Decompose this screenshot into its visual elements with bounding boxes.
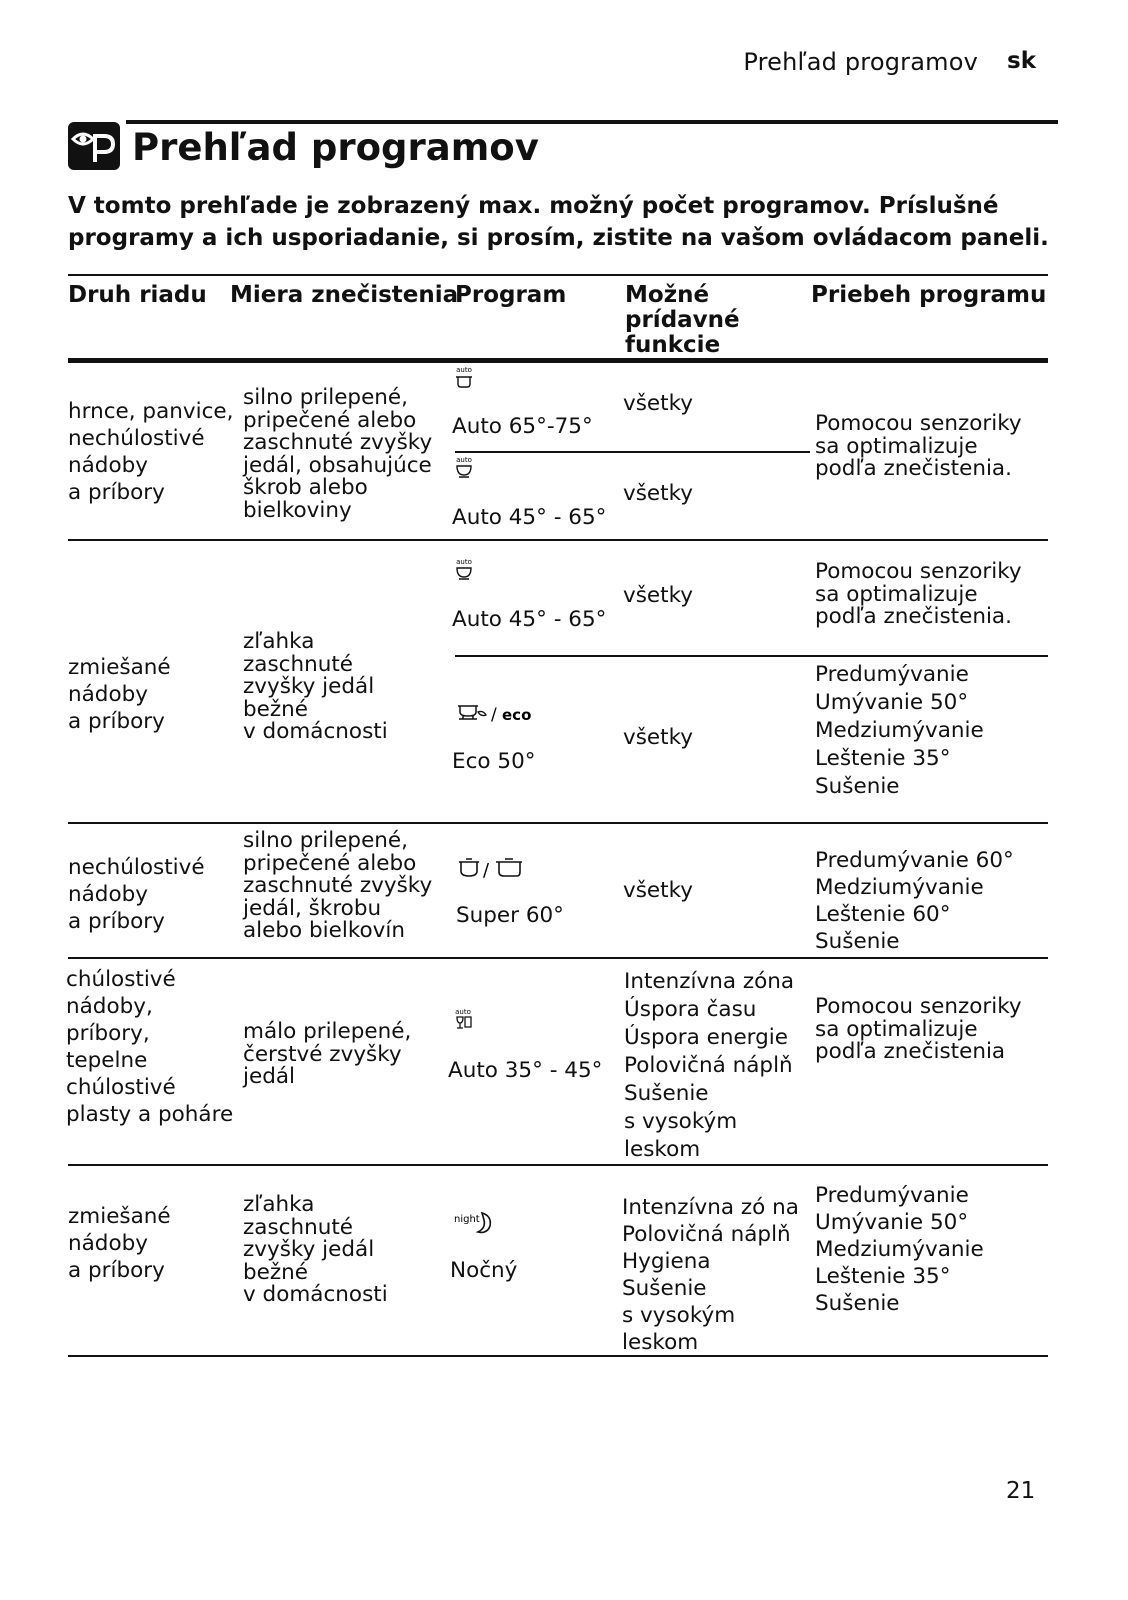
- column-header-dish-type: Druh riadu: [68, 282, 207, 308]
- row4-dish-type: chúlostivé nádoby, príbory, tepelne chúlostivé plasty a poháre: [66, 967, 234, 1127]
- table-top-rule: [68, 274, 1048, 276]
- row3-soiling: silno prilepené, pripečené alebo zaschnuté zvyšky jedál, škrobu alebo bielkovín: [243, 828, 433, 943]
- svg-text:auto: auto: [456, 558, 472, 566]
- program-options: všetky: [623, 583, 693, 608]
- pot-icon: [456, 854, 526, 880]
- row1-soiling: silno prilepené, pripečené alebo zaschnuté zvyšky jedál, obsahujúce škrob alebo bielkoviny: [243, 385, 433, 523]
- row4-course: Pomocou senzoriky sa optimalizuje podľa znečistenia: [815, 994, 1022, 1064]
- page-number: 21: [1006, 1478, 1036, 1504]
- svg-text:/: /: [483, 860, 490, 881]
- program-name: Eco 50°: [452, 749, 536, 774]
- intro-text: V tomto prehľade je zobrazený max. možný počet programov. Príslušné programy a ich usporiadanie, si prosím, zistite na vašom ovládacom paneli.: [68, 193, 1049, 251]
- program-divider: [455, 451, 810, 453]
- row-rule: [68, 957, 1048, 959]
- row3-course: Predumývanie 60° Medziumývanie Leštenie 60° Sušenie: [815, 848, 1014, 954]
- row5-soiling: zľahka zaschnuté zvyšky jedál bežné v domácnosti: [243, 1192, 388, 1307]
- row2-soiling: zľahka zaschnuté zvyšky jedál bežné v domácnosti: [243, 629, 388, 744]
- program-name: Auto 35° - 45°: [448, 1058, 603, 1083]
- page-title: Prehľad programov: [132, 126, 539, 169]
- running-header-title: Prehľad programov: [743, 48, 978, 76]
- language-code: sk: [1007, 48, 1036, 74]
- program-name: Auto 45° - 65°: [452, 505, 607, 530]
- svg-text:auto: auto: [456, 366, 472, 374]
- svg-text:night: night: [454, 1214, 480, 1225]
- row1-dish-type: hrnce, panvice, nechúlostivé nádoby a príbory: [68, 399, 234, 505]
- table-header-rule: [68, 358, 1048, 363]
- svg-text:eco: eco: [502, 706, 532, 724]
- row-rule: [68, 822, 1048, 824]
- program-options: Intenzívna zó na Polovičná náplň Hygiena Sušenie s vysokým leskom: [622, 1195, 799, 1355]
- row5-course: Predumývanie Umývanie 50° Medziumývanie Leštenie 35° Sušenie: [815, 1183, 984, 1316]
- program-name: Nočný: [450, 1258, 518, 1283]
- column-header-program: Program: [455, 282, 567, 308]
- svg-text:auto: auto: [456, 456, 472, 464]
- column-header-options: Možné prídavné funkcie: [625, 282, 740, 358]
- program-name: Auto 65°-75°: [452, 414, 593, 439]
- night-icon: [454, 1210, 496, 1236]
- row4-soiling: málo prilepené, čerstvé zvyšky jedál: [243, 1019, 412, 1089]
- auto-glass-icon: [454, 1008, 474, 1032]
- row3-dish-type: nechúlostivé nádoby a príbory: [68, 855, 205, 934]
- program-course: Pomocou senzoriky sa optimalizuje podľa znečistenia.: [815, 559, 1022, 629]
- program-name: Auto 45° - 65°: [452, 607, 607, 632]
- svg-text:auto: auto: [455, 1008, 471, 1016]
- program-course: Predumývanie Umývanie 50° Medziumývanie Leštenie 35° Sušenie: [815, 662, 984, 799]
- eco-icon: [456, 702, 536, 726]
- column-header-soiling: Miera znečistenia: [230, 282, 459, 308]
- row5-dish-type: zmiešané nádoby a príbory: [68, 1204, 171, 1283]
- column-header-course: Priebeh programu: [811, 282, 1047, 308]
- row-rule: [68, 539, 1048, 541]
- program-options: všetky: [623, 391, 693, 416]
- auto-pot-icon: [454, 366, 474, 388]
- row-rule: [68, 1164, 1048, 1166]
- table-bottom-rule: [68, 1355, 1048, 1357]
- auto-bowl-icon: [454, 558, 474, 580]
- program-name: Super 60°: [456, 903, 564, 928]
- row2-dish-type: zmiešané nádoby a príbory: [68, 655, 171, 734]
- program-options: všetky: [623, 725, 693, 750]
- program-options: všetky: [623, 481, 693, 506]
- program-divider: [455, 655, 1048, 657]
- program-options: Intenzívna zóna Úspora času Úspora energie Polovičná náplň Sušenie s vysokým leskom: [624, 969, 795, 1162]
- program-options: všetky: [623, 878, 693, 903]
- auto-bowl-icon: [454, 456, 474, 478]
- title-rule: [126, 120, 1058, 124]
- row1-course: Pomocou senzoriky sa optimalizuje podľa znečistenia.: [815, 411, 1022, 481]
- svg-text:/: /: [491, 705, 497, 725]
- program-overview-icon: [68, 122, 120, 170]
